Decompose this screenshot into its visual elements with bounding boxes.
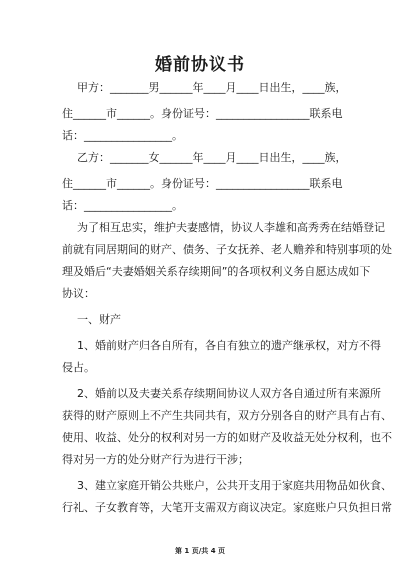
- document-title: 婚前协议书: [155, 55, 245, 75]
- clause-2-line-2: 获得的财产原则上不产生共同共有，双方分别各自的财产具有占有、: [62, 409, 392, 422]
- party-a-line-3: 话：________________。: [62, 129, 183, 142]
- clause-3-line-1: 3、建立家庭开销公共账户，公共开支用于家庭共用物品如伙食、: [77, 479, 392, 492]
- preamble-line-3: 理及婚后“夫妻婚姻关系存续期间”的各项权利义务自愿达成如下: [62, 265, 371, 278]
- party-b-line-2: 住______市______。身份证号：_________________联系电: [62, 177, 343, 190]
- party-b-line-3: 话：________________。: [62, 199, 183, 212]
- preamble-line-1: 为了相互忠实，维护夫妻感情，协议人李雄和高秀秀在结婚登记: [77, 221, 385, 234]
- clause-3-line-2: 行礼、子女教育等，大笔开支需双方商议决定。家庭账户只负担日常: [62, 501, 392, 514]
- party-a-line-1: 甲方：_______男______年____月____日出生，____族，: [77, 81, 347, 94]
- clause-2-line-3: 使用、收益、处分的权利对另一方的如财产及收益无处分权利，也不: [62, 431, 392, 444]
- clause-2-line-4: 得对另一方的处分财产行为进行干涉；: [62, 453, 249, 466]
- party-b-line-1: 乙方：_______女______年____月____日出生，____族，: [77, 151, 347, 164]
- clause-2-line-1: 2、婚前以及夫妻关系存续期间协议人双方各自通过所有来源所: [77, 387, 381, 400]
- party-a-line-2: 住______市______。身份证号：_________________联系电: [62, 107, 343, 120]
- clause-1-line-2: 侵占。: [62, 361, 95, 374]
- clause-1-line-1: 1、婚前财产归各自所有，各自有独立的遗产继承权，对方不得: [77, 339, 381, 352]
- preamble-line-4: 协议：: [62, 287, 95, 300]
- preamble-line-2: 前就有同居期间的财产、债务、子女抚养、老人赡养和特别事项的处: [62, 243, 392, 256]
- section-heading-property: 一、财产: [77, 313, 121, 326]
- page-number-footer: 第 1 页/共 4 页: [174, 547, 226, 555]
